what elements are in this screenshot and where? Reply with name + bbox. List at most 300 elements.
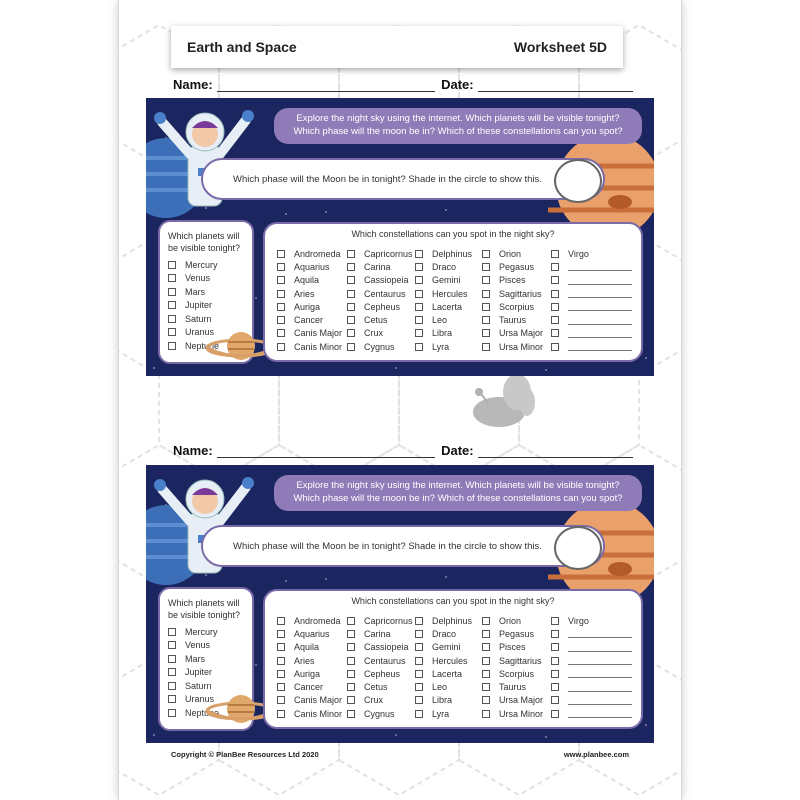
constellation-column — [347, 247, 419, 353]
constellation-label: Cetus — [364, 315, 388, 326]
planet-checkbox[interactable] — [168, 709, 176, 717]
moon-phase-circle[interactable] — [554, 526, 602, 570]
constellation-label: Andromeda — [294, 615, 341, 626]
constellation-label: Leo — [432, 315, 448, 326]
constellation-label: Gemini — [432, 275, 461, 286]
constellation-checkbox[interactable] — [551, 303, 559, 311]
constellation-label: Pisces — [499, 642, 526, 653]
blank-constellation-row — [551, 260, 635, 273]
planets-heading-line-2: be visible tonight? — [168, 610, 241, 620]
planet-checkbox[interactable] — [168, 301, 176, 309]
planet-checkbox[interactable] — [168, 655, 176, 663]
blank-constellation-row — [551, 627, 635, 640]
constellation-label: Aquarius — [294, 628, 330, 639]
constellation-label: Cancer — [294, 682, 324, 693]
constellation-label: Draco — [432, 628, 457, 639]
worksheet-title: Earth and Space — [187, 39, 297, 55]
planet-checkbox[interactable] — [168, 261, 176, 269]
constellation-row — [277, 680, 349, 693]
constellation-row — [347, 274, 419, 287]
constellation-checkbox[interactable] — [551, 263, 559, 271]
constellation-row — [415, 313, 487, 326]
planet-checkbox[interactable] — [168, 628, 176, 636]
moon-phase-circle[interactable] — [554, 159, 602, 203]
planet-row — [168, 652, 246, 666]
constellation-column — [277, 614, 349, 720]
constellation-label: Canis Minor — [294, 341, 343, 352]
bee-logo-icon — [459, 372, 549, 434]
constellation-row — [277, 707, 349, 720]
constellation-row — [347, 667, 419, 680]
constellation-label: Cygnus — [364, 341, 395, 352]
constellation-checkbox[interactable] — [347, 696, 355, 704]
constellation-label: Andromeda — [294, 248, 341, 259]
constellation-checkbox[interactable] — [415, 343, 423, 351]
constellation-checkbox[interactable] — [277, 657, 285, 665]
planet-row — [168, 272, 246, 286]
constellation-checkbox[interactable] — [415, 303, 423, 311]
constellation-checkbox[interactable] — [277, 670, 285, 678]
constellation-checkbox[interactable] — [551, 657, 559, 665]
blank-constellation-row — [551, 287, 635, 300]
constellation-row — [277, 641, 349, 654]
constellation-label: Aries — [294, 655, 315, 666]
constellation-checkbox[interactable] — [415, 276, 423, 284]
constellation-checkbox[interactable] — [415, 290, 423, 298]
constellation-label: Virgo — [568, 248, 589, 259]
constellation-checkbox[interactable] — [551, 643, 559, 651]
planet-row — [168, 666, 246, 680]
planet-row — [168, 258, 246, 272]
constellation-checkbox[interactable] — [551, 316, 559, 324]
constellation-label: Pisces — [499, 275, 526, 286]
constellation-checkbox[interactable] — [277, 683, 285, 691]
constellation-row — [415, 707, 487, 720]
constellation-checkbox[interactable] — [415, 670, 423, 678]
constellation-checkbox[interactable] — [551, 617, 559, 625]
constellation-row — [347, 614, 419, 627]
constellation-row — [347, 694, 419, 707]
constellation-checkbox[interactable] — [347, 343, 355, 351]
constellation-row — [347, 641, 419, 654]
planet-checkbox[interactable] — [168, 342, 176, 350]
write-in-line[interactable] — [568, 656, 632, 665]
constellation-checkbox[interactable] — [277, 710, 285, 718]
constellation-row — [551, 247, 635, 260]
planet-row — [168, 312, 246, 326]
constellation-checkbox[interactable] — [347, 683, 355, 691]
constellation-row — [415, 667, 487, 680]
instruction-line-2: Which phase will the moon be in? Which of these constellations can you spot? — [293, 126, 623, 137]
worksheet-number: Worksheet 5D — [513, 39, 607, 55]
constellation-column — [551, 614, 635, 720]
constellation-checkbox[interactable] — [551, 343, 559, 351]
constellation-checkbox[interactable] — [347, 303, 355, 311]
constellation-label: Carina — [364, 261, 391, 272]
constellation-checkbox[interactable] — [551, 276, 559, 284]
planets-heading-line-1: Which planets will — [168, 598, 240, 608]
constellation-checkbox[interactable] — [551, 630, 559, 638]
constellation-checkbox[interactable] — [551, 670, 559, 678]
constellation-label: Draco — [432, 261, 457, 272]
constellation-row — [415, 654, 487, 667]
planet-checkbox[interactable] — [168, 641, 176, 649]
blank-constellation-row — [551, 641, 635, 654]
constellation-checkbox[interactable] — [482, 630, 490, 638]
blank-constellation-row — [551, 300, 635, 313]
constellation-row — [347, 340, 419, 353]
constellation-checkbox[interactable] — [415, 329, 423, 337]
constellation-row — [482, 641, 554, 654]
constellations-heading: Which constellations can you spot in the night sky? — [351, 596, 555, 606]
constellation-checkbox[interactable] — [415, 316, 423, 324]
planet-checkbox[interactable] — [168, 274, 176, 282]
date-write-line[interactable] — [478, 446, 633, 458]
constellation-checkbox[interactable] — [347, 617, 355, 625]
planet-label: Mercury — [185, 259, 218, 270]
constellation-checkbox[interactable] — [415, 617, 423, 625]
planet-checkbox[interactable] — [168, 288, 176, 296]
constellation-label: Delphinus — [432, 615, 473, 626]
constellation-row — [482, 327, 554, 340]
write-in-line[interactable] — [568, 262, 632, 271]
constellation-row — [277, 274, 349, 287]
constellation-checkbox[interactable] — [277, 643, 285, 651]
name-write-line[interactable] — [217, 80, 435, 92]
constellation-checkbox[interactable] — [415, 643, 423, 651]
title-bar — [171, 26, 623, 68]
constellation-label: Aquila — [294, 642, 320, 653]
constellation-column — [551, 247, 635, 353]
constellation-label: Aquarius — [294, 261, 330, 272]
constellation-checkbox[interactable] — [277, 263, 285, 271]
constellation-label: Sagittarius — [499, 288, 542, 299]
constellation-checkbox[interactable] — [347, 670, 355, 678]
constellation-label: Ursa Minor — [499, 708, 544, 719]
constellation-row — [277, 260, 349, 273]
name-date-row-1 — [173, 74, 633, 92]
constellation-label: Canis Minor — [294, 708, 343, 719]
constellation-row — [347, 260, 419, 273]
constellation-checkbox[interactable] — [482, 710, 490, 718]
blank-constellation-row — [551, 707, 635, 720]
constellation-row — [482, 707, 554, 720]
constellation-label: Crux — [364, 695, 384, 706]
constellation-label: Aries — [294, 288, 315, 299]
worksheet-page — [119, 0, 681, 800]
constellation-row — [482, 274, 554, 287]
constellation-checkbox[interactable] — [482, 343, 490, 351]
constellation-row — [347, 300, 419, 313]
constellation-label: Lacerta — [432, 301, 463, 312]
website-text: www.planbee.com — [563, 750, 629, 759]
constellation-checkbox[interactable] — [277, 343, 285, 351]
constellation-row — [415, 287, 487, 300]
planet-label: Neptune — [185, 707, 220, 718]
planet-row — [168, 639, 246, 653]
constellation-row — [482, 654, 554, 667]
constellation-row — [482, 260, 554, 273]
planets-heading-line-1: Which planets will — [168, 231, 240, 241]
planet-checkbox[interactable] — [168, 668, 176, 676]
planet-row — [168, 299, 246, 313]
constellation-row — [415, 680, 487, 693]
constellation-row — [482, 340, 554, 353]
constellation-row — [347, 313, 419, 326]
write-in-line[interactable] — [568, 683, 632, 692]
planet-label: Saturn — [185, 313, 212, 324]
constellation-label: Crux — [364, 328, 384, 339]
constellation-row — [482, 287, 554, 300]
planet-checkbox[interactable] — [168, 682, 176, 690]
constellation-row — [415, 641, 487, 654]
constellation-label: Canis Major — [294, 328, 343, 339]
constellation-label: Leo — [432, 682, 448, 693]
planet-label: Jupiter — [185, 667, 213, 678]
constellation-checkbox[interactable] — [415, 710, 423, 718]
constellation-row — [277, 287, 349, 300]
constellation-label: Scorpius — [499, 301, 535, 312]
constellation-label: Lyra — [432, 341, 450, 352]
write-in-line[interactable] — [568, 643, 632, 652]
constellation-label: Aquila — [294, 275, 320, 286]
planet-label: Saturn — [185, 680, 212, 691]
constellation-label: Sagittarius — [499, 655, 542, 666]
constellation-checkbox[interactable] — [482, 683, 490, 691]
constellation-checkbox[interactable] — [482, 670, 490, 678]
constellation-row — [482, 300, 554, 313]
constellation-row — [347, 680, 419, 693]
constellation-row — [277, 313, 349, 326]
moon-phase-text: Which phase will the Moon be in tonight? Shade in the circle to show this. — [233, 173, 542, 185]
constellation-label: Virgo — [568, 615, 589, 626]
constellation-checkbox[interactable] — [347, 630, 355, 638]
write-in-line[interactable] — [568, 289, 632, 298]
constellation-checkbox[interactable] — [277, 276, 285, 284]
constellation-row — [347, 627, 419, 640]
blank-constellation-row — [551, 274, 635, 287]
constellation-label: Pegasus — [499, 261, 535, 272]
planet-checkbox[interactable] — [168, 695, 176, 703]
constellation-label: Libra — [432, 695, 453, 706]
write-in-line[interactable] — [568, 276, 632, 285]
constellation-label: Orion — [499, 248, 522, 259]
write-in-line[interactable] — [568, 342, 632, 351]
planet-label: Neptune — [185, 340, 220, 351]
instruction-line-2: Which phase will the moon be in? Which of these constellations can you spot? — [293, 493, 623, 504]
constellation-checkbox[interactable] — [277, 250, 285, 258]
constellation-label: Cassiopeia — [364, 275, 409, 286]
constellation-checkbox[interactable] — [551, 290, 559, 298]
planet-label: Mars — [185, 653, 205, 664]
constellation-row — [347, 287, 419, 300]
constellation-label: Auriga — [294, 668, 321, 679]
constellation-label: Cancer — [294, 315, 324, 326]
write-in-line[interactable] — [568, 669, 632, 678]
constellation-checkbox[interactable] — [482, 696, 490, 704]
moon-phase-question — [201, 525, 605, 567]
constellation-checkbox[interactable] — [482, 276, 490, 284]
constellation-checkbox[interactable] — [551, 683, 559, 691]
constellation-checkbox[interactable] — [347, 710, 355, 718]
constellation-checkbox[interactable] — [482, 617, 490, 625]
write-in-line[interactable] — [568, 629, 632, 638]
planet-label: Jupiter — [185, 300, 213, 311]
constellation-checkbox[interactable] — [551, 710, 559, 718]
constellation-label: Libra — [432, 328, 453, 339]
write-in-line[interactable] — [568, 302, 632, 311]
constellation-row — [482, 694, 554, 707]
constellation-row — [482, 614, 554, 627]
constellation-checkbox[interactable] — [277, 696, 285, 704]
instruction-speech-bubble — [274, 475, 642, 511]
constellation-row — [415, 260, 487, 273]
constellation-row — [482, 667, 554, 680]
constellation-label: Centaurus — [364, 655, 406, 666]
constellations-grid — [277, 247, 637, 359]
constellation-row — [277, 614, 349, 627]
constellation-checkbox[interactable] — [277, 316, 285, 324]
constellation-row — [277, 667, 349, 680]
constellation-label: Lyra — [432, 708, 450, 719]
constellation-row — [347, 247, 419, 260]
constellation-checkbox[interactable] — [415, 683, 423, 691]
constellation-label: Cepheus — [364, 301, 401, 312]
constellation-row — [277, 340, 349, 353]
constellation-row — [551, 614, 635, 627]
write-in-line[interactable] — [568, 329, 632, 338]
constellation-checkbox[interactable] — [482, 263, 490, 271]
constellation-row — [482, 247, 554, 260]
constellation-checkbox[interactable] — [277, 303, 285, 311]
planet-label: Uranus — [185, 694, 215, 705]
constellation-checkbox[interactable] — [347, 276, 355, 284]
instruction-speech-bubble — [274, 108, 642, 144]
constellation-label: Carina — [364, 628, 391, 639]
constellation-column — [482, 247, 554, 353]
write-in-line[interactable] — [568, 709, 632, 718]
constellation-checkbox[interactable] — [347, 316, 355, 324]
constellation-checkbox[interactable] — [347, 290, 355, 298]
constellation-label: Cassiopeia — [364, 642, 409, 653]
constellation-checkbox[interactable] — [482, 250, 490, 258]
planet-label: Uranus — [185, 327, 215, 338]
planet-label: Venus — [185, 640, 211, 651]
constellation-row — [347, 654, 419, 667]
constellations-grid — [277, 614, 637, 726]
constellation-row — [482, 313, 554, 326]
constellation-row — [277, 300, 349, 313]
constellation-checkbox[interactable] — [482, 290, 490, 298]
constellation-row — [277, 247, 349, 260]
constellation-checkbox[interactable] — [551, 696, 559, 704]
constellation-label: Lacerta — [432, 668, 463, 679]
blank-constellation-row — [551, 340, 635, 353]
constellation-column — [415, 247, 487, 353]
instruction-line-1: Explore the night sky using the internet. Which planets will be visible tonight? — [296, 113, 620, 124]
constellation-checkbox[interactable] — [415, 657, 423, 665]
activity-panel-2 — [146, 465, 654, 743]
planet-label: Mercury — [185, 626, 218, 637]
instruction-line-1: Explore the night sky using the internet. Which planets will be visible tonight? — [296, 480, 620, 491]
constellation-row — [277, 327, 349, 340]
write-in-line[interactable] — [568, 696, 632, 705]
planet-label: Venus — [185, 273, 211, 284]
constellation-checkbox[interactable] — [277, 329, 285, 337]
constellation-label: Scorpius — [499, 668, 535, 679]
constellation-row — [415, 247, 487, 260]
constellation-checkbox[interactable] — [347, 657, 355, 665]
planets-heading — [168, 597, 246, 621]
constellation-checkbox[interactable] — [415, 696, 423, 704]
planet-checkbox[interactable] — [168, 328, 176, 336]
constellation-row — [482, 627, 554, 640]
constellation-row — [277, 694, 349, 707]
write-in-line[interactable] — [568, 316, 632, 325]
constellation-checkbox[interactable] — [482, 657, 490, 665]
constellation-label: Orion — [499, 615, 522, 626]
planet-row — [168, 285, 246, 299]
constellation-checkbox[interactable] — [482, 329, 490, 337]
constellation-checkbox[interactable] — [277, 630, 285, 638]
planet-label: Mars — [185, 286, 205, 297]
constellation-checkbox[interactable] — [415, 263, 423, 271]
constellation-row — [415, 694, 487, 707]
planet-row — [168, 625, 246, 639]
constellation-label: Cepheus — [364, 668, 401, 679]
constellation-label: Canis Major — [294, 695, 343, 706]
constellation-checkbox[interactable] — [415, 630, 423, 638]
constellation-row — [347, 707, 419, 720]
constellation-checkbox[interactable] — [347, 643, 355, 651]
constellation-label: Taurus — [499, 315, 527, 326]
constellation-row — [415, 340, 487, 353]
constellation-checkbox[interactable] — [347, 250, 355, 258]
constellation-label: Pegasus — [499, 628, 535, 639]
constellation-label: Ursa Major — [499, 695, 544, 706]
constellation-label: Delphinus — [432, 248, 473, 259]
constellation-checkbox[interactable] — [415, 250, 423, 258]
blank-constellation-row — [551, 667, 635, 680]
constellation-column — [347, 614, 419, 720]
planet-checkbox[interactable] — [168, 315, 176, 323]
constellation-checkbox[interactable] — [551, 329, 559, 337]
constellation-checkbox[interactable] — [482, 303, 490, 311]
moon-phase-text: Which phase will the Moon be in tonight? Shade in the circle to show this. — [233, 540, 542, 552]
constellation-label: Capricornus — [364, 248, 413, 259]
constellation-label: Auriga — [294, 301, 321, 312]
constellation-label: Ursa Minor — [499, 341, 544, 352]
constellation-checkbox[interactable] — [482, 316, 490, 324]
constellation-row — [415, 627, 487, 640]
constellation-column — [415, 614, 487, 720]
constellation-checkbox[interactable] — [277, 617, 285, 625]
blank-constellation-row — [551, 680, 635, 693]
planets-heading-line-2: be visible tonight? — [168, 243, 241, 253]
constellation-checkbox[interactable] — [347, 263, 355, 271]
constellations-box — [263, 589, 643, 729]
constellation-label: Capricornus — [364, 615, 413, 626]
constellation-checkbox[interactable] — [482, 643, 490, 651]
copyright-text: Copyright © PlanBee Resources Ltd 2020 — [171, 750, 319, 759]
constellation-label: Cetus — [364, 682, 388, 693]
date-write-line[interactable] — [478, 80, 633, 92]
constellation-checkbox[interactable] — [551, 250, 559, 258]
constellation-checkbox[interactable] — [347, 329, 355, 337]
name-write-line[interactable] — [217, 446, 435, 458]
blank-constellation-row — [551, 313, 635, 326]
constellation-checkbox[interactable] — [277, 290, 285, 298]
